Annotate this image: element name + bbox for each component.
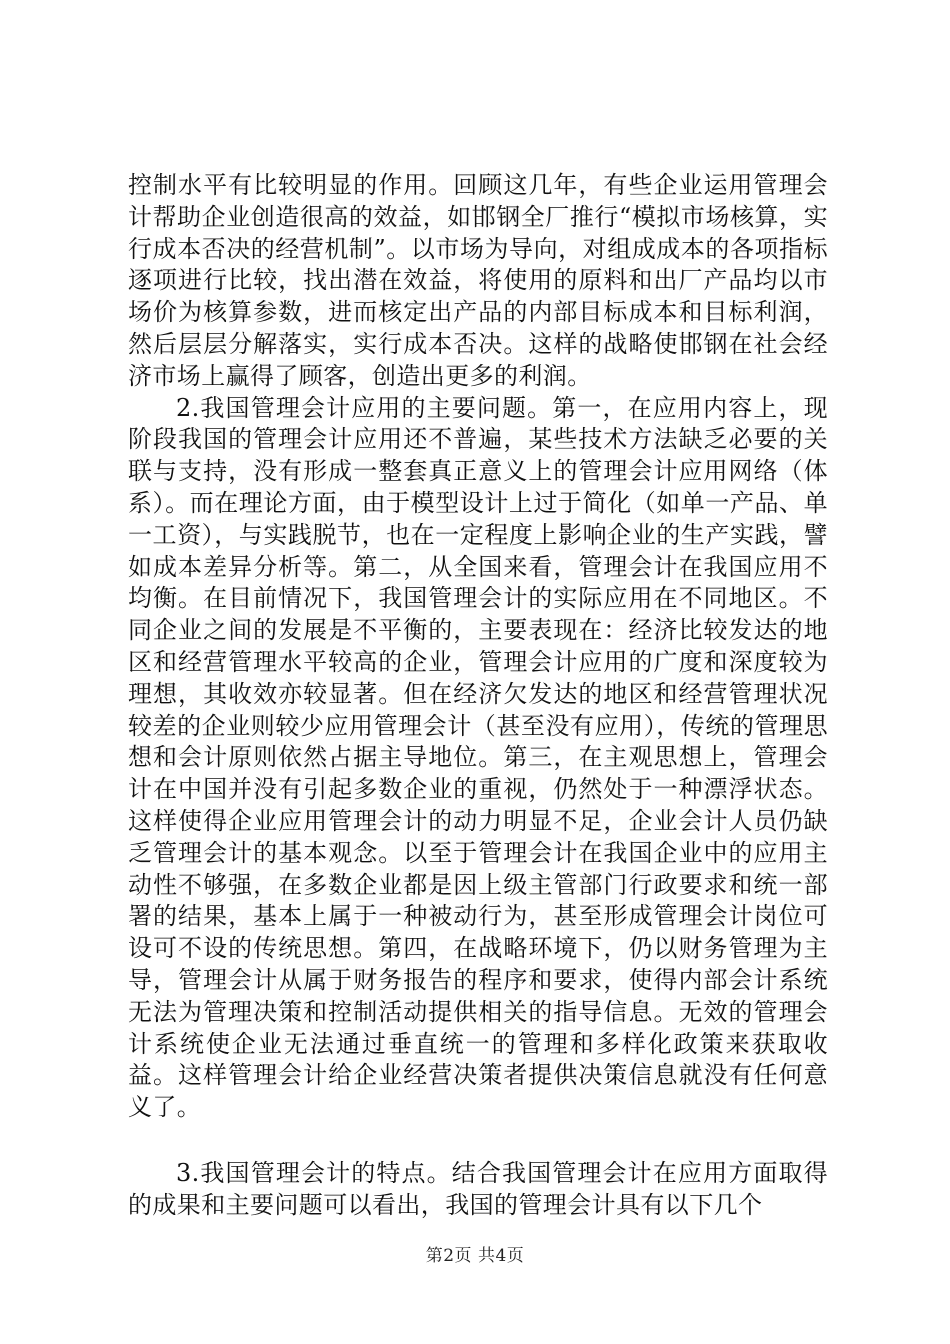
paragraph-continued: 控制水平有比较明显的作用。回顾这几年，有些企业运用管理会计帮助企业创造很高的效益，如邯钢全厂推行“模拟市场核算，实行成本否决的经营机制”。以市场为导向，对组成成本的各项指标逐项进行比较，找出潜在效益，将使用的原料和出厂产品均以市场价为核算参数，进而核定出产品的内部目标成本和目标利润，然后层层分解落实，实行成本否决。这样的战略使邯钢在社会经济市场上赢得了顾客，创造出更多的利润。 <box>128 171 828 390</box>
paragraph-gap <box>128 1124 828 1158</box>
paragraph-section-3: 3.我国管理会计的特点。结合我国管理会计在应用方面取得的成果和主要问题可以看出，我国的管理会计具有以下几个 <box>128 1158 828 1219</box>
paragraph-section-2: 2.我国管理会计应用的主要问题。第一，在应用内容上，现阶段我国的管理会计应用还不普遍，某些技术方法缺乏必要的关联与支持，没有形成一整套真正意义上的管理会计应用网络（体系）。而在理论方面，由于模型设计上过于简化（如单一产品、单一工资），与实践脱节，也在一定程度上影响企业的生产实践，譬如成本差异分析等。第二，从全国来看，管理会计在我国应用不均衡。在目前情况下，我国管理会计的实际应用在不同地区。不同企业之间的发展是不平衡的，主要表现在：经济比较发达的地区和经营管理水平较高的企业，管理会计应用的广度和深度较为理想，其收效亦较显著。但在经济欠发达的地区和经营管理状况较差的企业则较少应用管理会计（甚至没有应用），传统的管理思想和会计原则依然占据主导地位。第三，在主观思想上，管理会计在中国并没有引起多数企业的重视，仍然处于一种漂浮状态。这样使得企业应用管理会计的动力明显不足，企业会计人员仍缺乏管理会计的基本观念。以至于管理会计在我国企业中的应用主动性不够强，在多数企业都是因上级主管部门行政要求和统一部署的结果，基本上属于一种被动行为，甚至形成管理会计岗位可设可不设的传统思想。第四，在战略环境下，仍以财务管理为主导，管理会计从属于财务报告的程序和要求，使得内部会计系统无法为管理决策和控制活动提供相关的指导信息。无效的管理会计系统使企业无法通过垂直统一的管理和多样化政策来获取收益。这样管理会计给企业经营决策者提供决策信息就没有任何意义了。 <box>128 393 828 1122</box>
page-footer: 第2页 共4页 <box>425 1246 525 1266</box>
document-body <box>128 170 828 1222</box>
